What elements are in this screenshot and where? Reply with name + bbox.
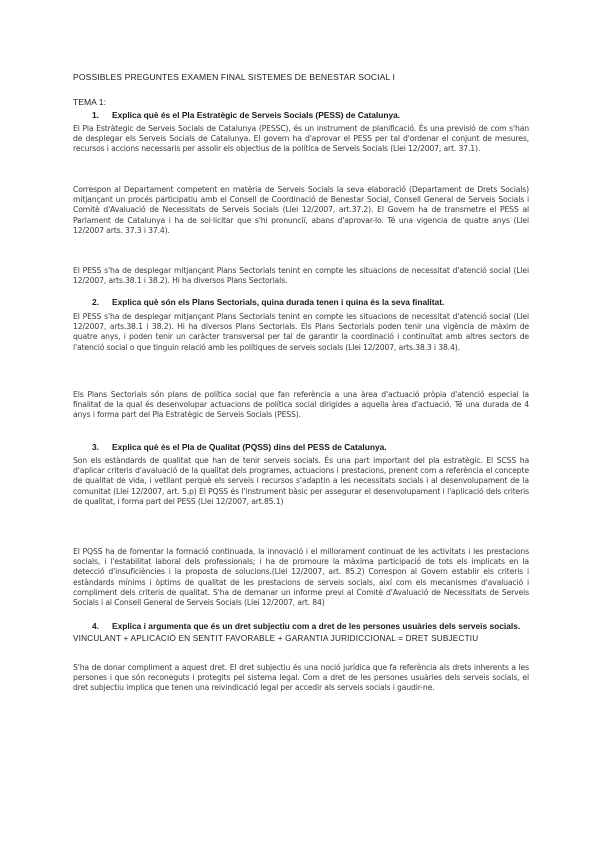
question-3-heading [92, 442, 387, 452]
equation-line: VINCULANT + APLICACIÓ EN SENTIT FAVORABLE + GARANTIA JURIDICCIONAL = DRET SUBJECTIU [73, 634, 479, 643]
paragraph: El Pla Estràtegic de Serveis Socials de Catalunya (PESSC), és un instrument de planificació. És una previsió de com s'han de desplegar els Serveis Socials de Catalunya. El govern ha d'aprovar el PESS per tal d'ordenar el conjunt de mesures, recursos i accions necessaris per assolir els objectius de la política de Serveis Socials (Llei 12/2007, art. 37.1). [73, 124, 529, 154]
question-text: Explica i argumenta que és un dret subjectiu com a dret de les persones usuàries dels serveis socials. [112, 621, 521, 631]
question-text: Explica què és el Pla Estratègic de Serveis Socials (PESS) de Catalunya. [112, 110, 401, 120]
paragraph: Els Plans Sectorials són plans de política social que fan referència a una àrea d'actuació pròpia d'atenció especial la finalitat de la qual és desenvolupar actuacions de política social dirigides a aquella àrea d'actuació. Té una durada de 4 anys i forma part del Pla Estratègic de Serveis Socials (PESS). [73, 390, 529, 420]
question-number: 2. [92, 297, 99, 307]
question-number: 4. [92, 621, 99, 631]
section-heading: TEMA 1: [73, 97, 106, 107]
question-2-heading [92, 297, 444, 307]
question-number: 1. [92, 110, 99, 120]
question-number: 3. [92, 442, 99, 452]
question-1-heading [92, 110, 400, 120]
paragraph: El PQSS ha de fomentar la formació continuada, la innovació i el millorament continuat de les activitats i les prestacions socials, i l'estabilitat laboral dels professionals; i ha de promoure la màxima participació de tots els implicats en la detecció d'insuficiències i la proposta de solucions.(Llei 12/2007, art. 85.2) Correspon al Govern establir els criteris i estàndards mínims i òptims de qualitat de les prestacions de serveis socials, així com els mecanismes d'avaluació i compliment dels criteris de qualitat. S'ha de demanar un informe previ al Comitè d'Avaluació de Necessitats de Serveis Socials i al Consell General de Serveis Socials (Llei 12/2007, art. 84) [73, 547, 529, 608]
paragraph: El PESS s'ha de desplegar mitjançant Plans Sectorials tenint en compte les situacions de necessitat d'atenció social (Llei 12/2007, arts.38.1 i 38.2). Hi ha diversos Plans Sectorials. Els Plans Sectorials poden tenir una vigència de màxim de quatre anys, i poden tenir un caràcter transversal per tal de garantir la coordinació i continuïtat amb altres sectors de l'atenció social o que tinguin relació amb les polítiques de serveis socials (Llei 12/2007, arts.38.3 i 38.4). [73, 312, 529, 352]
paragraph: Correspon al Departament competent en matèria de Serveis Socials la seva elaboració (Departament de Drets Socials) mitjançant un procés participatiu amb el Consell de Coordinació de Benestar Social, Consell General de Serveis Socials i Comitè d'Avaluació de Necessitats de Serveis Socials (Llei 12/2007, art.37.2). El Govern ha de transmetre el PESS al Parlament de Catalunya i ha de sol·licitar que s'hi pronunciï, abans d'aprovar-lo. Té una vigencia de quatre anys (Llei 12/2007 arts. 37.3 i 37.4). [73, 185, 529, 235]
paragraph: El PESS s'ha de desplegar mitjançant Plans Sectorials tenint en compte les situacions de necessitat d'atenció social (Llei 12/2007, arts.38.1 i 38.2). Hi ha diversos Plans Sectorials. [73, 266, 529, 286]
question-text: Explica què és el Pla de Qualitat (PQSS) dins del PESS de Catalunya. [112, 442, 387, 452]
paragraph: S'ha de donar compliment a aquest dret. El dret subjectiu és una noció jurídica que fa referència als drets inherents a les persones i que són reconeguts i protegits pel sistema legal. Com a dret de les persones usuàries dels serveis socials, el dret subjectiu implica que tenen una reivindicació legal per accedir als serveis socials i gaudir-ne. [73, 663, 529, 693]
document-title: POSSIBLES PREGUNTES EXAMEN FINAL SISTEMES DE BENESTAR SOCIAL I [73, 72, 396, 82]
question-4-heading [92, 621, 520, 631]
paragraph: Son els estàndards de qualitat que han de tenir serveis socials. És una part important del pla estratègic. El SCSS ha d'aplicar criteris d'avaluació de la qualitat dels programes, actuacions i prestacions, prenent com a referència el concepte de qualitat de vida, i vetllant perquè els serveis i recursos s'adaptin a les necessitats socials i al desenvolupament de la comunitat (Llei 12/2007, art. 5.p) El PQSS és l'instrument bàsic per assegurar el desenvolupament i l'aplicació dels criteris de qualitat, i forma part del PESS (Llei 12/2007, art.85.1) [73, 456, 529, 506]
question-text: Explica què són els Plans Sectorials, quina durada tenen i quina és la seva finalitat. [112, 297, 445, 307]
